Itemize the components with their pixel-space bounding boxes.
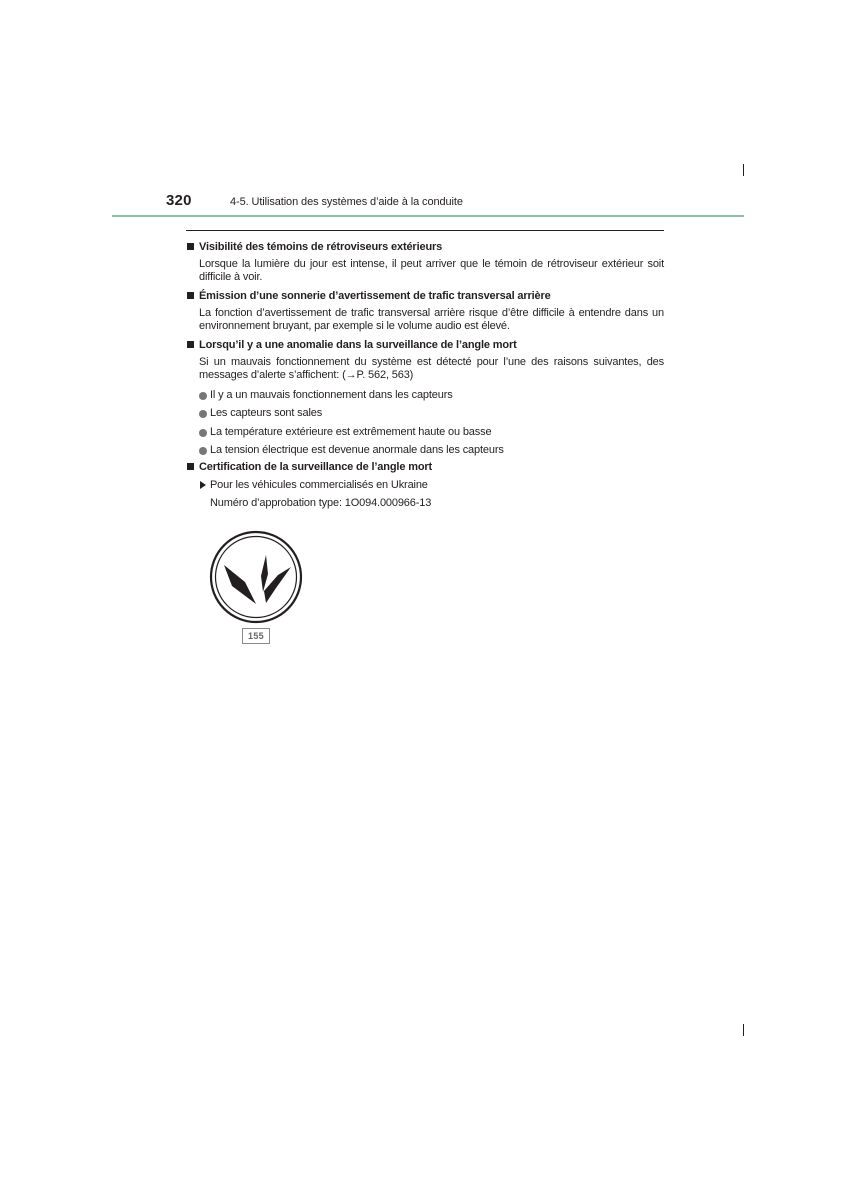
circle-bullet-icon [199,410,207,418]
crop-mark-top [743,164,744,176]
heading-text: Certification de la surveillance de l’angle mort [199,461,433,474]
section-heading [186,239,664,255]
section-paragraph: Si un mauvais fonctionnement du système est détecté pour l’une des raisons suivantes, des messages d’alerte s’affichent: (→P. 562, 563) [199,356,664,381]
square-bullet-icon [187,341,194,348]
list-item-text: Les capteurs sont sales [210,407,323,420]
section-heading [186,288,664,304]
list-item [186,386,664,404]
arrow-list-item [186,476,664,494]
arrow-item-text: Pour les véhicules commercialisés en Ukraine [210,479,428,492]
page-header [112,188,744,216]
header-rule [112,215,744,217]
approval-number: Numéro d’approbation type: 1O094.000966-13 [210,497,432,510]
list-item [186,423,664,441]
list-item [186,404,664,422]
main-content [186,230,664,512]
list-item [186,441,664,459]
figure-id: 155 [242,628,270,644]
section-heading [186,459,664,475]
list-item-text: La tension électrique est devenue anormale dans les capteurs [210,443,504,456]
heading-text: Émission d’une sonnerie d’avertissement de trafic transversal arrière [199,290,551,302]
section-paragraph: Lorsque la lumière du jour est intense, il peut arriver que le témoin de rétroviseur extérieur soit difficile à voir. [199,258,664,283]
heading-text: Lorsqu’il y a une anomalie dans la surveillance de l’angle mort [199,339,517,351]
triangle-bullet-icon [200,481,206,489]
section-paragraph: La fonction d’avertissement de trafic transversal arrière risque d’être difficile à entendre dans un environnement bruyant, par exemple si le volume audio est élevé. [199,307,664,332]
square-bullet-icon [187,463,194,470]
ukraine-conformity-mark-icon [209,530,303,624]
circle-bullet-icon [199,429,207,437]
section-heading [186,337,664,353]
circle-bullet-icon [199,447,207,455]
page-number: 320 [166,192,192,209]
content-top-rule [186,230,664,231]
crop-mark-bottom [743,1024,744,1036]
square-bullet-icon [187,243,194,250]
heading-text: Visibilité des témoins de rétroviseurs extérieurs [199,241,443,253]
list-item-text: Il y a un mauvais fonctionnement dans les capteurs [210,389,453,401]
circle-bullet-icon [199,392,207,400]
section-title: 4-5. Utilisation des systèmes d’aide à la conduite [230,196,463,208]
list-item-text: La température extérieure est extrêmement haute ou basse [210,425,492,438]
square-bullet-icon [187,292,194,299]
